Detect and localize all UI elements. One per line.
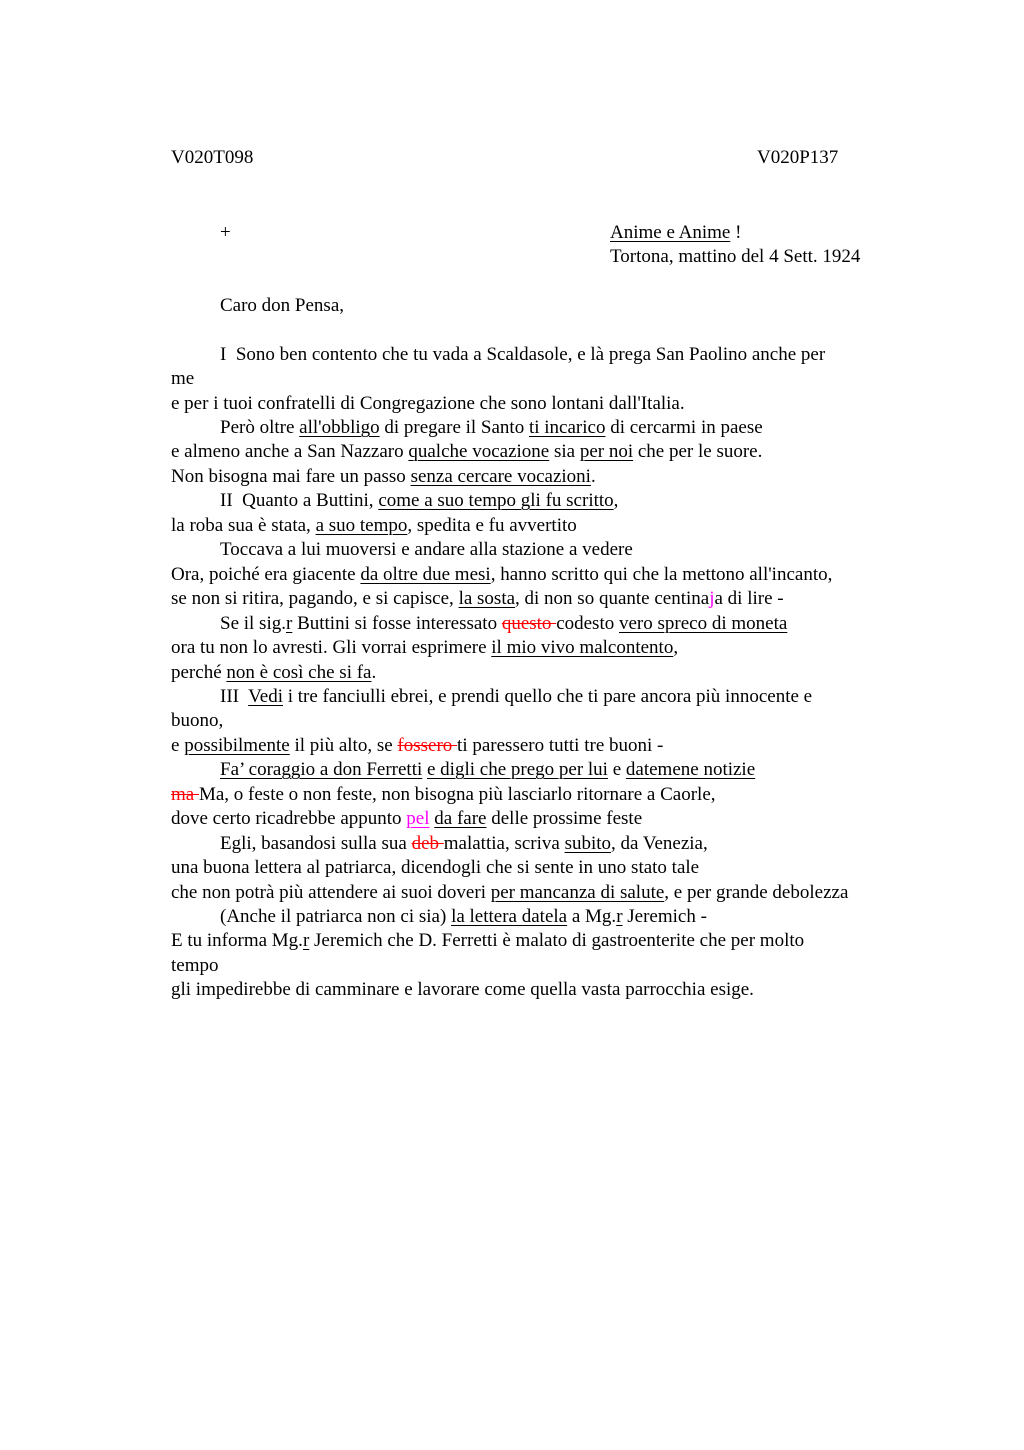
underlined-text: ti incarico xyxy=(528,417,606,438)
inserted-text: j xyxy=(709,588,715,609)
letter-line xyxy=(171,465,596,489)
text-run: codesto xyxy=(556,613,619,634)
letter-line xyxy=(171,881,848,905)
letter-line xyxy=(220,343,825,367)
letter-line xyxy=(171,709,223,733)
letter-line xyxy=(220,905,707,929)
letter-line xyxy=(171,440,762,464)
text-run: E tu informa Mg. xyxy=(171,930,303,951)
text-run: e almeno anche a San Nazzaro xyxy=(171,441,409,462)
cross-symbol: + xyxy=(220,222,231,243)
text-run: III xyxy=(220,686,249,707)
text-run: Jeremich che D. Ferretti è malato di gastroenterite che per molto xyxy=(309,930,805,951)
underlined-text: r xyxy=(616,906,623,927)
text-run: , hanno scritto qui che la mettono all'incanto, xyxy=(490,564,833,585)
letter-line xyxy=(171,783,716,807)
letter-line xyxy=(220,832,708,856)
letter-line xyxy=(171,392,685,416)
text-run: i tre fanciulli ebrei, e prendi quello che ti pare ancora più innocente e xyxy=(282,686,813,707)
underlined-text: da oltre due mesi xyxy=(360,564,491,585)
text-run: perché xyxy=(171,662,227,683)
text-run: Buttini si fosse interessato xyxy=(292,613,502,634)
text-run: (Anche il patriarca non ci sia) xyxy=(220,906,452,927)
text-run: malattia, scriva xyxy=(443,833,565,854)
deleted-text: questo xyxy=(501,613,557,634)
text-run: una buona lettera al patriarca, dicendogli che si sente in uno stato tale xyxy=(171,857,700,878)
text-run: tempo xyxy=(171,955,219,976)
underlined-text: all'obbligo xyxy=(299,417,380,438)
motto-line xyxy=(610,221,741,245)
letter-line xyxy=(171,636,678,660)
text-run: sia xyxy=(549,441,580,462)
underlined-text: possibilmente xyxy=(184,735,290,756)
underlined-text: il mio vivo malcontento xyxy=(491,637,674,658)
letter-line xyxy=(220,685,812,709)
text-run: me xyxy=(171,368,195,389)
letter-line xyxy=(171,661,376,685)
underlined-text: vero spreco di moneta xyxy=(618,613,788,634)
text-run: e per i tuoi confratelli di Congregazione che sono lontani dall'Italia. xyxy=(171,393,685,414)
letter-line xyxy=(220,758,755,782)
underlined-text: da fare xyxy=(434,808,487,829)
salutation: Caro don Pensa, xyxy=(220,295,345,316)
text-run: Non bisogna mai fare un passo xyxy=(171,466,411,487)
text-run: . xyxy=(371,662,377,683)
text-run: delle prossime feste xyxy=(486,808,643,829)
text-run: Toccava a lui muoversi e andare alla stazione a vedere xyxy=(220,539,633,560)
text-run: di cercarmi in paese xyxy=(605,417,763,438)
letter-line xyxy=(171,734,663,758)
text-run: che non potrà più attendere ai suoi doveri xyxy=(171,882,491,903)
inserted-text: pel xyxy=(406,808,430,829)
text-run: che per le suore. xyxy=(633,441,763,462)
letter-line xyxy=(171,954,219,978)
letter-line xyxy=(171,929,804,953)
underlined-text: subito xyxy=(564,833,612,854)
text-run: Jeremich - xyxy=(622,906,707,927)
place-date: Tortona, mattino del 4 Sett. 1924 xyxy=(610,246,861,267)
underlined-text: r xyxy=(302,930,310,951)
text-run: se non si ritira, pagando, e si capisce, xyxy=(171,588,459,609)
text-run: dove certo ricadrebbe appunto xyxy=(171,808,407,829)
text-run: e xyxy=(171,735,185,756)
motto-punctuation: ! xyxy=(730,222,742,243)
letter-line xyxy=(171,807,642,831)
text-run: Ora, poiché era giacente xyxy=(171,564,361,585)
letter-line xyxy=(220,538,633,562)
underlined-text: come a suo tempo gli fu scritto xyxy=(378,490,614,511)
letter-line xyxy=(171,587,784,611)
text-run: di pregare il Santo xyxy=(379,417,529,438)
text-run: II Quanto a Buttini, xyxy=(220,490,379,511)
text-run: , e per grande debolezza xyxy=(664,882,849,903)
underlined-text: non è così che si fa xyxy=(226,662,372,683)
text-run: Egli, basandosi sulla sua xyxy=(220,833,412,854)
letter-line xyxy=(171,367,194,391)
deleted-text: fossero xyxy=(397,735,458,756)
text-run: la roba sua è stata, xyxy=(171,515,316,536)
text-run: ora tu non lo avresti. Gli vorrai esprimere xyxy=(171,637,492,658)
underlined-text: la sosta xyxy=(458,588,516,609)
letter-line xyxy=(171,563,832,587)
text-run: , spedita e fu avvertito xyxy=(407,515,577,536)
underlined-text: Fa’ coraggio a don Ferretti xyxy=(220,759,423,780)
letter-line xyxy=(171,856,699,880)
document-code-right: V020P137 xyxy=(757,147,839,168)
underlined-text: per mancanza di salute xyxy=(490,882,665,903)
letter-line xyxy=(220,612,787,636)
text-run: a di lire - xyxy=(714,588,784,609)
underlined-text: a suo tempo xyxy=(315,515,408,536)
letter-line xyxy=(171,514,577,538)
letter-line xyxy=(220,489,618,513)
text-run: Però oltre xyxy=(220,417,300,438)
deleted-text: deb xyxy=(411,833,444,854)
letter-line xyxy=(220,416,763,440)
motto-text: Anime e Anime xyxy=(610,222,731,243)
text-run: Se il sig. xyxy=(220,613,286,634)
underlined-text: Vedi xyxy=(248,686,283,707)
text-run: Ma, o feste o non feste, non bisogna più lasciarlo ritornare a Caorle, xyxy=(198,784,716,805)
text-run: il più alto, se xyxy=(289,735,398,756)
text-run: , xyxy=(673,637,679,658)
underlined-text: e digli che prego per lui xyxy=(427,759,608,780)
underlined-text: r xyxy=(285,613,293,634)
underlined-text: la lettera datela xyxy=(451,906,568,927)
text-run: , da Venezia, xyxy=(611,833,708,854)
text-run: a Mg. xyxy=(567,906,617,927)
underlined-text: datemene notizie xyxy=(625,759,756,780)
text-run: buono, xyxy=(171,710,224,731)
text-run: gli impedirebbe di camminare e lavorare come quella vasta parrocchia esige. xyxy=(171,979,754,1000)
underlined-text: senza cercare vocazioni xyxy=(410,466,591,487)
text-run: ti paressero tutti tre buoni - xyxy=(457,735,664,756)
text-run: . xyxy=(590,466,596,487)
letter-line xyxy=(171,978,754,1002)
text-run: I Sono ben contento che tu vada a Scaldasole, e là prega San Paolino anche per xyxy=(220,344,826,365)
text-run: , di non so quante centina xyxy=(515,588,710,609)
text-run: , xyxy=(613,490,619,511)
underlined-text: per noi xyxy=(579,441,634,462)
deleted-text: ma xyxy=(171,784,199,805)
document-code-left: V020T098 xyxy=(171,147,254,168)
text-run: e xyxy=(607,759,626,780)
underlined-text: qualche vocazione xyxy=(408,441,550,462)
